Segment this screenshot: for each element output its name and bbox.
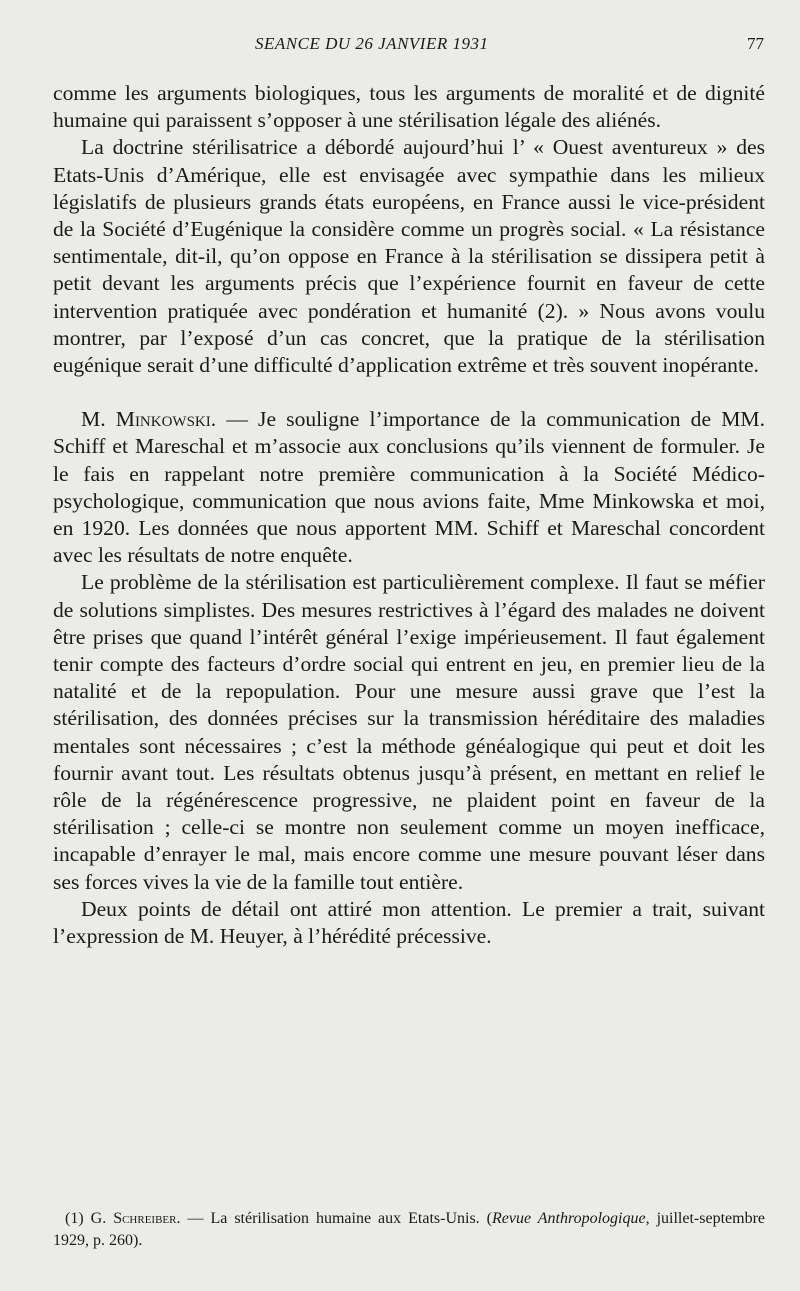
page-number: 77 (747, 34, 764, 53)
footnote (53, 1208, 765, 1252)
footnote-title: . — La stérilisation humaine aux Etats-Unis. ( (176, 1210, 492, 1227)
footnote-journal: Revue Anthropologique (491, 1210, 646, 1227)
speaker-name: M. Minkowski. (81, 407, 217, 432)
footnote-author: Schreiber (113, 1210, 177, 1227)
running-title: SEANCE DU 26 JANVIER 1931 (255, 34, 489, 53)
paragraph-2: La doctrine stérilisatrice a débordé aujourd’hui l’ « Ouest aventureux » des Etats-Unis d’Amérique, elle est envisagée avec sympathie dans les milieux législatifs de plusieurs grands états européens, en France aussi le vice-président de la Société d’Eugénique la considère comme un progrès social. « La résistance sentimentale, dit-il, qu’on oppose en France à la stérilisation se dissipera petit à petit devant les arguments précis que l’expérience fournit en faveur de cette intervention pratiquée avec pondération et humanité (2). » Nous avons voulu montrer, par l’exposé d’un cas concret, que la pratique de la stérilisation eugénique serait d’une difficulté d’application extrême et très souvent inopérante. (53, 135, 765, 378)
paragraph-1: comme les arguments biologiques, tous les arguments de moralité et de dignité humaine qui paraissent s’opposer à une stérilisation légale des aliénés. (53, 81, 765, 133)
body-text (53, 80, 765, 950)
footnote-prefix: (1) G. (65, 1210, 114, 1227)
paragraph-3-text: — Je souligne l’importance de la communication de MM. Schiff et Mareschal et m’associe aux conclusions qu’ils viennent de formuler. Je le fais en rappelant notre première communication à la Société Médico-psychologique, communication que nous avions faite, Mme Minkowska et moi, en 1920. Les données que nous apportent MM. Schiff et Mareschal concordent avec les résultats de notre enquête. (53, 407, 766, 568)
paragraph-3 (53, 406, 765, 569)
page-header (0, 32, 800, 62)
footnote-suffix: , juillet-septembre 1929, p. 260). (53, 1210, 765, 1249)
paragraph-4: Le problème de la stérilisation est particulièrement complexe. Il faut se méfier de solutions simplistes. Des mesures restrictives à l’égard des malades ne doivent être prises que quand l’intérêt général l’exige impérieusement. Il faut également tenir compte des facteurs d’ordre social qui entrent en jeu, en premier lieu de la natalité et de la repopulation. Pour une mesure aussi grave que l’est la stérilisation, des données précises sur la transmission héréditaire des maladies mentales sont nécessaires ; c’est la méthode généalogique qui peut et doit les fournir avant tout. Les résultats obtenus jusqu’à présent, en mettant en relief le rôle de la régénérescence progressive, ne plaident point en faveur de la stérilisation ; celle-ci se montre non seulement comme un moyen inefficace, incapable d’enrayer le mal, mais encore comme une mesure pouvant léser dans ses forces vives la vie de la famille tout entière. (53, 570, 765, 894)
paragraph-5: Deux points de détail ont attiré mon attention. Le premier a trait, suivant l’expression de M. Heuyer, à l’hérédité précessive. (53, 896, 765, 949)
